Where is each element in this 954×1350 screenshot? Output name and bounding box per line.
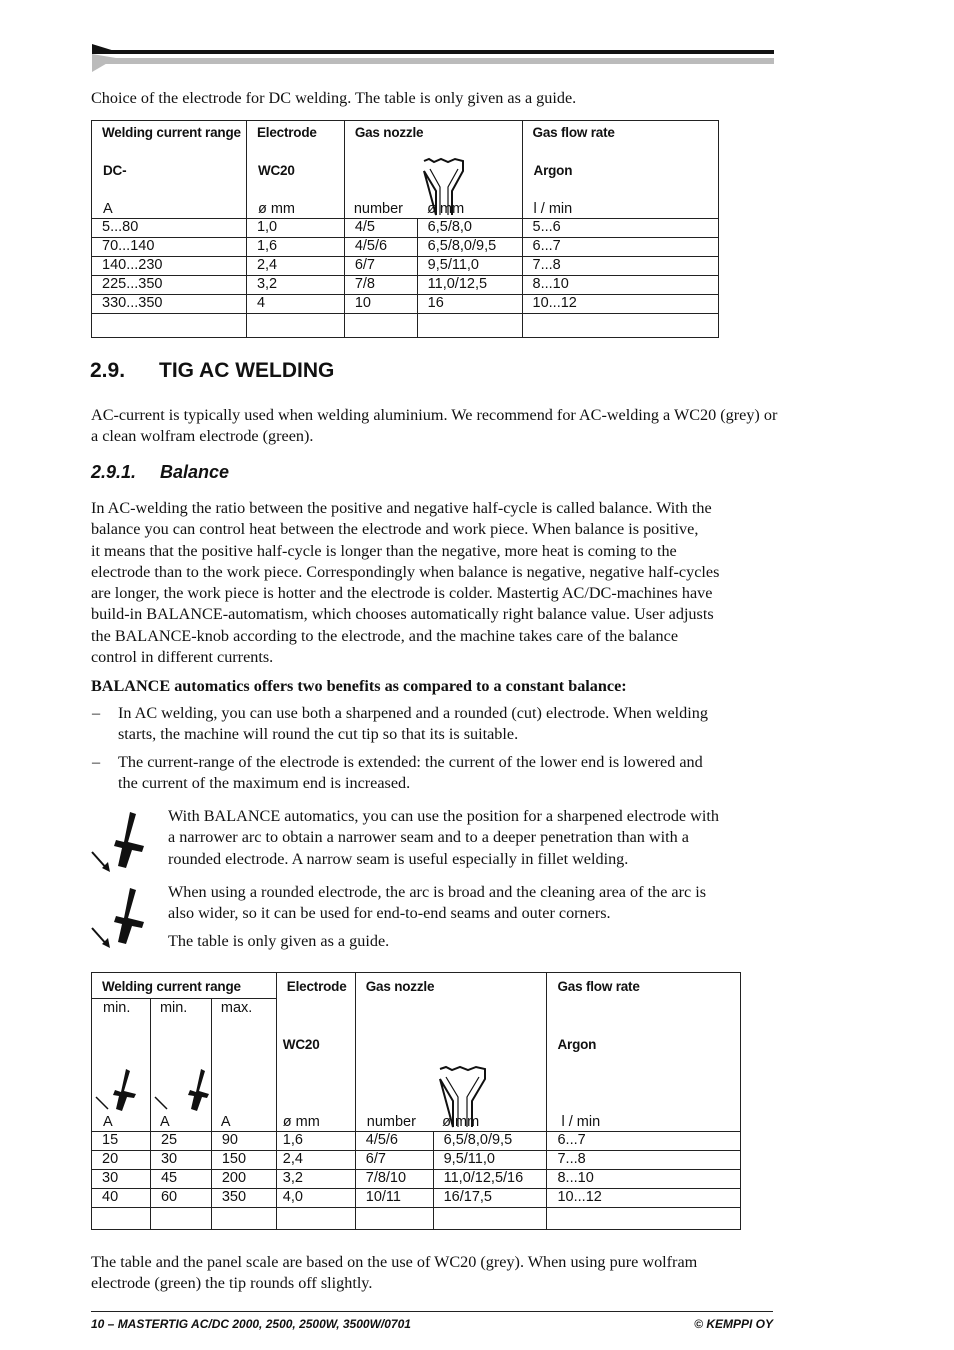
balance-paragraph <box>91 498 781 668</box>
label-argon: Argon <box>533 162 573 178</box>
cell: 6,5/8,0/9,5 <box>417 238 522 257</box>
cell: 11,0/12,5 <box>417 276 522 295</box>
line: electrode (green) the tip rounds off slightly. <box>91 1274 373 1293</box>
cell: 10...12 <box>522 295 718 314</box>
line: In AC welding, you can use both a sharpened and a rounded (cut) electrode. When welding <box>118 704 708 722</box>
table-row <box>92 1189 741 1208</box>
th-electrode: Electrode <box>276 973 355 999</box>
sharpened-electrode-icon <box>94 1067 144 1117</box>
cell: 7...8 <box>547 1151 741 1170</box>
unit-a: A <box>159 1114 170 1130</box>
cell: 4,0 <box>276 1189 355 1208</box>
cell: 40 <box>92 1189 151 1208</box>
closing-paragraph <box>91 1252 781 1295</box>
table-row-empty <box>92 1208 741 1230</box>
subsection-number: 2.9.1. <box>91 462 137 482</box>
line: the current of the maximum end is increased. <box>118 774 411 793</box>
cell: 7/8 <box>344 276 417 295</box>
line: When using a rounded electrode, the arc is broad and the cleaning area of the arc is <box>168 883 706 901</box>
cell: 90 <box>211 1132 276 1151</box>
table-row <box>92 1132 741 1151</box>
label-wc20: WC20 <box>257 162 295 178</box>
table-row <box>92 219 719 238</box>
rounded-electrode-icon <box>153 1067 209 1117</box>
section-text: AC-current is typically used when welding aluminium. We recommend for AC-welding a WC20 (grey) or a clean wolfram electrode (green). <box>91 406 778 446</box>
cell: 9,5/11,0 <box>417 257 522 276</box>
line: The table and the panel scale are based on the use of WC20 (grey). When using pure wolfram <box>91 1253 698 1271</box>
sharpened-electrode-icon <box>88 808 158 878</box>
cell: 25 <box>150 1132 211 1151</box>
cell: 1,0 <box>246 219 344 238</box>
table-row <box>92 1151 741 1170</box>
cell: 150 <box>211 1151 276 1170</box>
cell: 6,5/8,0 <box>417 219 522 238</box>
cell: 8...10 <box>522 276 718 295</box>
cell: 5...80 <box>92 219 247 238</box>
line: balance you can control heat between the electrode and work piece. When balance is positive, <box>91 520 699 539</box>
cell: 9,5/11,0 <box>433 1151 547 1170</box>
table-row <box>92 257 719 276</box>
cell: 330...350 <box>92 295 247 314</box>
cell: 6...7 <box>522 238 718 257</box>
table-row <box>92 238 719 257</box>
cell: 5...6 <box>522 219 718 238</box>
label-dc-minus: DC- <box>103 162 127 178</box>
line: control in different currents. <box>91 648 274 667</box>
line: In AC-welding the ratio between the positive and negative half-cycle is called balance. With the <box>91 499 712 517</box>
line: The current-range of the electrode is extended: the current of the lower end is lowered and <box>118 753 703 771</box>
th-current-range: Welding current range <box>92 121 247 143</box>
bullet-dash: – <box>92 753 101 771</box>
line: rounded electrode. A narrow seam is useful especially in fillet welding. <box>168 849 629 868</box>
cell: 4/5/6 <box>355 1132 433 1151</box>
cell: 2,4 <box>276 1151 355 1170</box>
unit-diameter-mm: ø mm <box>257 200 296 217</box>
cell: 350 <box>211 1189 276 1208</box>
rounded-electrode-text <box>168 882 788 925</box>
line: are longer, the work piece is hotter and the electrode is colder. Mastertig AC/DC-machines have <box>91 584 713 603</box>
cell: 3,2 <box>246 276 344 295</box>
cell: 20 <box>92 1151 151 1170</box>
section-title: TIG AC WELDING <box>159 359 335 382</box>
unit-number: number <box>353 200 403 217</box>
label-wc20: WC20 <box>282 1036 320 1052</box>
cell: 225...350 <box>92 276 247 295</box>
cell: 140...230 <box>92 257 247 276</box>
header-rule-shadow <box>92 58 774 64</box>
th-gas-nozzle: Gas nozzle <box>355 973 547 999</box>
cell: 60 <box>150 1189 211 1208</box>
ac-electrode-table <box>91 972 741 1230</box>
cell: 45 <box>150 1170 211 1189</box>
unit-a: A <box>103 200 113 217</box>
cell: 16/17,5 <box>433 1189 547 1208</box>
cell: 200 <box>211 1170 276 1189</box>
cell: 6/7 <box>344 257 417 276</box>
unit-a: A <box>103 1114 113 1130</box>
intro-text: Choice of the electrode for DC welding. The table is only given as a guide. <box>91 89 577 107</box>
cell: 4/5/6 <box>344 238 417 257</box>
line: starts, the machine will round the cut tip so that its is suitable. <box>118 725 519 744</box>
cell: 16 <box>417 295 522 314</box>
cell: 4 <box>246 295 344 314</box>
subheader-min: min. <box>159 1000 188 1016</box>
footer-right: © KEMPPI OY <box>694 1317 773 1331</box>
section-number: 2.9. <box>90 359 126 382</box>
table-row <box>92 295 719 314</box>
table-row <box>92 276 719 295</box>
unit-l-per-min: l / min <box>561 1113 601 1130</box>
unit-nozzle-diameter: ø mm <box>442 1113 480 1130</box>
cell: 30 <box>92 1170 151 1189</box>
line: With BALANCE automatics, you can use the position for a sharpened electrode with <box>168 807 719 825</box>
bullet-item <box>118 703 778 746</box>
cell: 30 <box>150 1151 211 1170</box>
line: a narrower arc to obtain a narrower seam and to a deeper penetration than with a <box>168 828 689 847</box>
line: it means that the positive half-cycle is longer than the negative, more heat is coming to the <box>91 541 677 560</box>
footer-left: 10 – MASTERTIG AC/DC 2000, 2500, 2500W, 3500W/0701 <box>91 1317 411 1331</box>
unit-diameter-mm: ø mm <box>282 1113 320 1130</box>
th-gas-flow: Gas flow rate <box>522 121 718 143</box>
unit-nozzle-diameter: ø mm <box>427 200 465 217</box>
benefits-heading: BALANCE automatics offers two benefits as compared to a constant balance: <box>91 677 627 695</box>
line: the BALANCE-knob according to the electrode, and the machine takes care of the balance <box>91 626 679 645</box>
cell: 10/11 <box>355 1189 433 1208</box>
line: electrode than to the work piece. Correspondingly when balance is negative, negative half-cycles <box>91 562 720 581</box>
unit-l-per-min: l / min <box>533 200 573 217</box>
cell: 1,6 <box>246 238 344 257</box>
table-row-empty <box>92 314 719 338</box>
bullet-dash: – <box>92 704 101 722</box>
line: also wider, so it can be used for end-to-end seams and outer corners. <box>168 904 611 923</box>
header-corner-mark <box>92 44 122 72</box>
sharpened-electrode-text <box>168 806 788 870</box>
th-gas-flow: Gas flow rate <box>547 973 741 999</box>
cell: 7...8 <box>522 257 718 276</box>
th-electrode: Electrode <box>246 121 344 143</box>
cell: 15 <box>92 1132 151 1151</box>
cell: 8...10 <box>547 1170 741 1189</box>
subheader-max: max. <box>220 1000 253 1016</box>
cell: 6,5/8,0/9,5 <box>433 1132 547 1151</box>
cell: 10...12 <box>547 1189 741 1208</box>
unit-number: number <box>366 1113 416 1130</box>
header-rule <box>92 50 774 54</box>
cell: 3,2 <box>276 1170 355 1189</box>
cell: 11,0/12,5/16 <box>433 1170 547 1189</box>
rounded-electrode-icon <box>88 884 158 954</box>
cell: 10 <box>344 295 417 314</box>
unit-a: A <box>220 1114 231 1130</box>
subheader-min: min. <box>103 1000 131 1016</box>
cell: 1,6 <box>276 1132 355 1151</box>
cell: 6...7 <box>547 1132 741 1151</box>
cell: 2,4 <box>246 257 344 276</box>
bullet-item <box>118 752 778 795</box>
cell: 4/5 <box>344 219 417 238</box>
table-row <box>92 1170 741 1189</box>
cell: 70...140 <box>92 238 247 257</box>
cell: 7/8/10 <box>355 1170 433 1189</box>
dc-electrode-table <box>91 120 719 338</box>
th-current-range: Welding current range <box>92 973 277 999</box>
guide-note: The table is only given as a guide. <box>168 932 390 950</box>
th-gas-nozzle: Gas nozzle <box>344 121 522 143</box>
cell: 6/7 <box>355 1151 433 1170</box>
line: build-in BALANCE-automatism, which chooses automatically right balance value. User adjusts <box>91 605 714 624</box>
label-argon: Argon <box>557 1036 597 1052</box>
subsection-title: Balance <box>160 462 230 482</box>
footer-rule <box>91 1311 773 1312</box>
